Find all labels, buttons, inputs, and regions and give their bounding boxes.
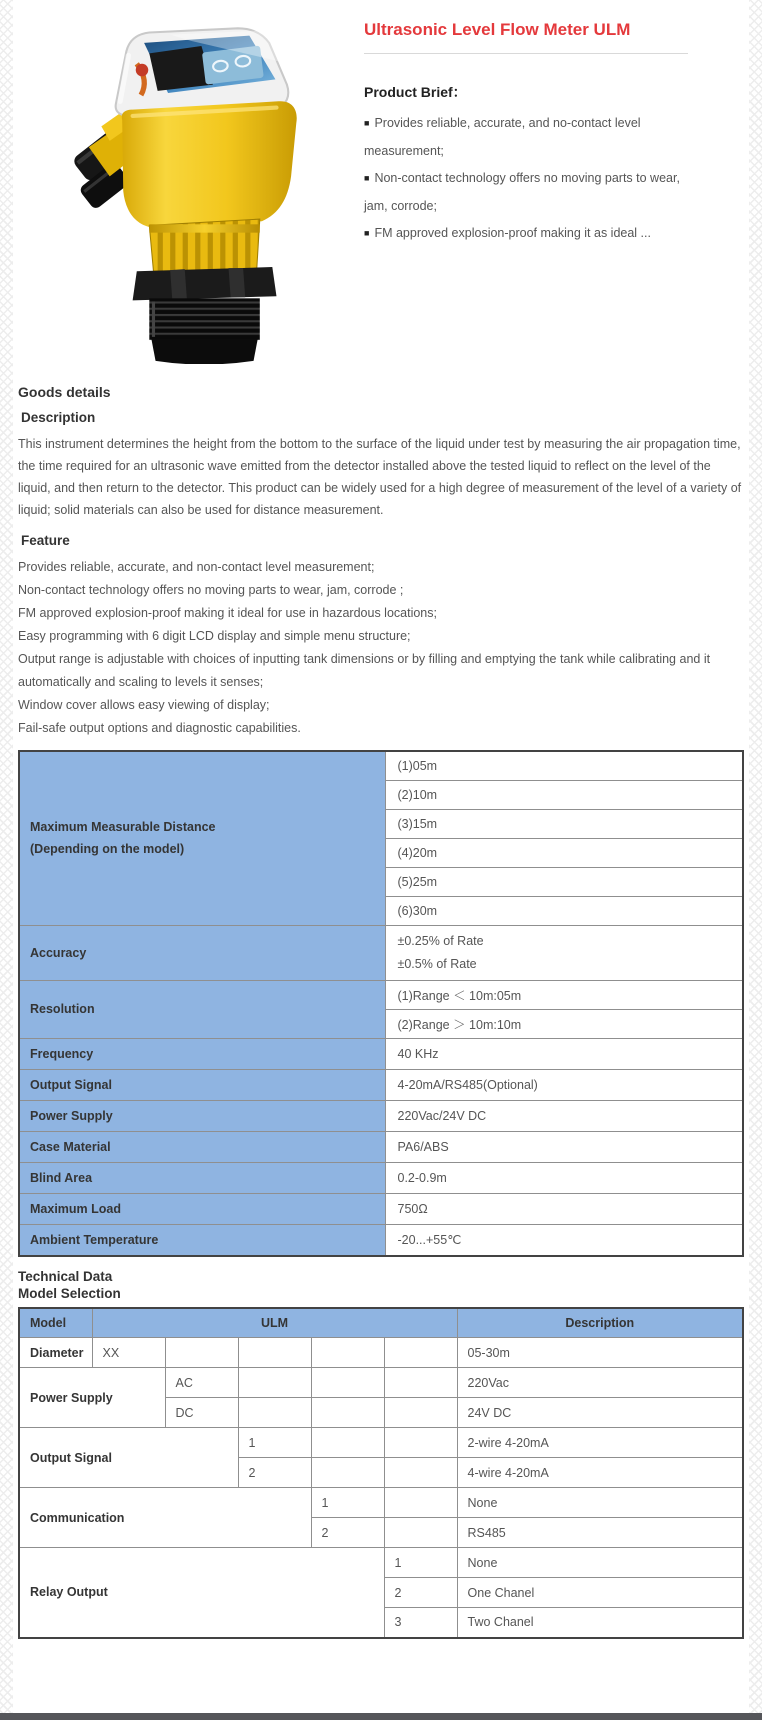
feature-list <box>18 556 743 740</box>
model-empty-cell <box>311 1398 384 1428</box>
model-description-cell: 220Vac <box>457 1368 743 1398</box>
spec-value-cell: 4-20mA/RS485(Optional) <box>385 1069 743 1100</box>
spec-label-line: Maximum Measurable Distance <box>30 820 216 835</box>
model-empty-cell <box>238 1398 311 1428</box>
spec-value-cell: PA6/ABS <box>385 1131 743 1162</box>
table-row <box>19 1428 743 1458</box>
table-row <box>19 1162 743 1193</box>
model-empty-cell <box>238 1368 311 1398</box>
model-table-body <box>19 1338 743 1638</box>
model-empty-cell <box>384 1428 457 1458</box>
model-empty-cell <box>384 1368 457 1398</box>
table-row <box>19 1368 743 1398</box>
footer-bar <box>0 1713 762 1720</box>
model-empty-cell <box>384 1458 457 1488</box>
spec-value-cell <box>385 925 743 980</box>
spec-value-cell: 750Ω <box>385 1193 743 1224</box>
feature-line: Non-contact technology offers no moving parts to wear, jam, corrode ; <box>18 583 404 597</box>
model-label-cell: Diameter <box>19 1338 92 1368</box>
spec-value-cell: 220Vac/24V DC <box>385 1100 743 1131</box>
model-header-row <box>19 1308 743 1338</box>
spec-value-cell: (5)25m <box>385 867 743 896</box>
product-brief-list <box>364 110 688 248</box>
spec-label-line: Power Supply <box>30 1108 113 1123</box>
model-code-cell: 2 <box>238 1458 311 1488</box>
spec-value-cell: (6)30m <box>385 896 743 925</box>
model-empty-cell <box>384 1488 457 1518</box>
model-empty-cell <box>311 1368 384 1398</box>
description-text: This instrument determines the height from the bottom to the surface of the liquid under test by measuring the air propagation time, the time required for an ultrasonic wave emitted from the detector installed above the tested liquid to reflect on the level of the liquid, and then return to the detector. This product can be widely used for a high degree of measurement of the level of a variety of liquid; solid materials can also be used for distance measurement. <box>18 437 742 517</box>
model-empty-cell <box>311 1428 384 1458</box>
spec-label-cell <box>19 1224 385 1256</box>
top-section <box>18 0 743 366</box>
spec-table-body <box>19 751 743 1256</box>
page-title: Ultrasonic Level Flow Meter ULM <box>364 20 631 39</box>
description-heading: Description <box>21 410 96 425</box>
table-row <box>19 1488 743 1518</box>
feature-line: Fail-safe output options and diagnostic capabilities. <box>18 721 301 735</box>
spec-label-cell <box>19 925 385 980</box>
model-description-cell: None <box>457 1488 743 1518</box>
spec-label-line: Blind Area <box>30 1170 93 1185</box>
spec-label-line: Frequency <box>30 1046 94 1061</box>
feature-line: Provides reliable, accurate, and non-contact level measurement; <box>18 560 375 574</box>
technical-data-heading: Technical Data <box>18 1268 113 1284</box>
spec-value-cell: (2)Range ＞ 10m:10m <box>385 1009 743 1038</box>
product-image <box>18 12 364 366</box>
model-description-cell: One Chanel <box>457 1578 743 1608</box>
brief-bullet: ■ Provides reliable, accurate, and no-contact level measurement; <box>364 116 641 158</box>
content-area <box>13 0 749 1713</box>
table-row <box>19 751 743 780</box>
spec-label-cell <box>19 1100 385 1131</box>
product-brief-heading: Product Brief： <box>364 84 467 100</box>
spec-value-cell: (2)10m <box>385 780 743 809</box>
model-code-cell: 1 <box>311 1488 384 1518</box>
model-code-cell: 1 <box>384 1548 457 1578</box>
spec-label-cell <box>19 1131 385 1162</box>
model-table-head <box>19 1308 743 1338</box>
brief-bullet: ■ FM approved explosion-proof making it as ideal ... <box>364 226 651 240</box>
model-code-cell: 1 <box>238 1428 311 1458</box>
model-code-cell: 2 <box>384 1578 457 1608</box>
model-empty-cell <box>311 1338 384 1368</box>
model-empty-cell <box>384 1398 457 1428</box>
spec-value-line: ±0.25% of Rate <box>397 933 484 948</box>
model-header-ulm: ULM <box>92 1308 457 1338</box>
spec-label-line: Output Signal <box>30 1077 112 1092</box>
table-row <box>19 980 743 1009</box>
table-row <box>19 1548 743 1578</box>
model-description-cell: 4-wire 4-20mA <box>457 1458 743 1488</box>
table-row <box>19 1100 743 1131</box>
model-label-cell: Output Signal <box>19 1428 238 1488</box>
title-divider <box>364 53 688 54</box>
spec-value-line: ±0.5% of Rate <box>397 956 477 971</box>
table-row <box>19 1069 743 1100</box>
spec-value-cell: (1)05m <box>385 751 743 780</box>
spec-table <box>18 750 744 1257</box>
model-label-cell: Communication <box>19 1488 311 1548</box>
feature-heading: Feature <box>21 533 70 548</box>
model-description-cell: 2-wire 4-20mA <box>457 1428 743 1458</box>
spec-label-line: Case Material <box>30 1139 111 1154</box>
brief-bullet: ■ Non-contact technology offers no moving parts to wear, jam, corrode; <box>364 171 680 213</box>
spec-value-cell: (3)15m <box>385 809 743 838</box>
feature-line: Output range is adjustable with choices of inputting tank dimensions or by filling and emptying the tank while calibrating and it automatically and scaling to levels it senses; <box>18 652 711 689</box>
spec-value-cell: (1)Range ＜ 10m:05m <box>385 980 743 1009</box>
spec-label-cell <box>19 751 385 925</box>
model-header-model: Model <box>19 1308 92 1338</box>
feature-line: Easy programming with 6 digit LCD display and simple menu structure; <box>18 629 411 643</box>
model-code-cell: 3 <box>384 1608 457 1638</box>
model-description-cell: 24V DC <box>457 1398 743 1428</box>
spec-label-cell <box>19 980 385 1038</box>
spec-label-line: Resolution <box>30 1002 95 1016</box>
spec-value-cell: (4)20m <box>385 838 743 867</box>
spec-value-cell: 40 KHz <box>385 1038 743 1069</box>
table-row <box>19 925 743 980</box>
model-code-cell: XX <box>92 1338 165 1368</box>
spec-label-line: (Depending on the model) <box>30 842 185 857</box>
model-description-cell: RS485 <box>457 1518 743 1548</box>
feature-line: Window cover allows easy viewing of display; <box>18 698 270 712</box>
model-description-cell: None <box>457 1548 743 1578</box>
product-info <box>364 12 688 366</box>
table-row <box>19 1193 743 1224</box>
spec-label-cell <box>19 1069 385 1100</box>
spec-label-line: Maximum Load <box>30 1201 121 1216</box>
spec-label-cell <box>19 1162 385 1193</box>
model-code-cell: 2 <box>311 1518 384 1548</box>
goods-details-heading: Goods details <box>18 384 111 400</box>
model-empty-cell <box>238 1338 311 1368</box>
spec-label-cell <box>19 1038 385 1069</box>
feature-line: FM approved explosion-proof making it ideal for use in hazardous locations; <box>18 606 437 620</box>
ultrasonic-meter-illustration <box>45 20 337 364</box>
spec-value-cell: 0.2-0.9m <box>385 1162 743 1193</box>
table-row <box>19 1338 743 1368</box>
bullet-icon: ■ <box>364 118 370 128</box>
model-empty-cell <box>384 1338 457 1368</box>
model-code-cell: DC <box>165 1398 238 1428</box>
bullet-icon: ■ <box>364 228 370 238</box>
model-table <box>18 1307 744 1639</box>
spec-label-line: Ambient Temperature <box>30 1232 159 1247</box>
model-selection-heading: Model Selection <box>18 1285 121 1301</box>
model-empty-cell <box>311 1458 384 1488</box>
table-row <box>19 1038 743 1069</box>
model-description-cell: Two Chanel <box>457 1608 743 1638</box>
model-empty-cell <box>165 1338 238 1368</box>
model-label-cell: Power Supply <box>19 1368 165 1428</box>
model-description-cell: 05-30m <box>457 1338 743 1368</box>
model-label-cell: Relay Output <box>19 1548 384 1638</box>
model-code-cell: AC <box>165 1368 238 1398</box>
model-header-description: Description <box>457 1308 743 1338</box>
bullet-icon: ■ <box>364 173 370 183</box>
spec-value-cell: -20...+55℃ <box>385 1224 743 1256</box>
spec-label-line: Accuracy <box>30 945 87 960</box>
model-empty-cell <box>384 1518 457 1548</box>
table-row <box>19 1224 743 1256</box>
table-row <box>19 1131 743 1162</box>
spec-label-cell <box>19 1193 385 1224</box>
